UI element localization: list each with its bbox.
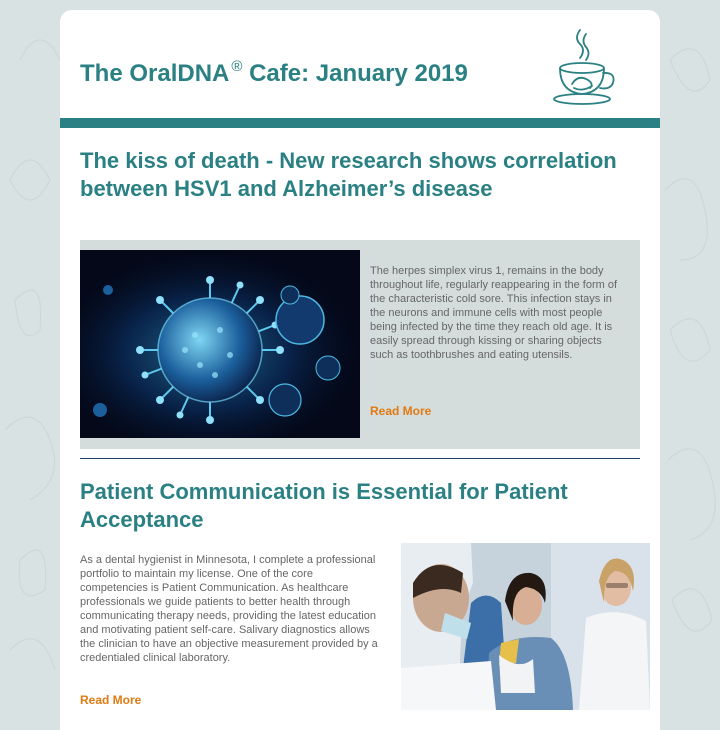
registered-mark: ® [231,58,243,75]
newsletter-header [60,10,660,118]
article-divider [80,458,640,459]
newsletter-title [80,60,468,88]
article-2-image[interactable] [401,543,650,710]
title-suffix: Cafe: January 2019 [242,60,468,87]
article-1-read-more-link[interactable]: Read More [370,404,432,418]
title-prefix: The OralDNA [80,60,230,87]
article-2-body: As a dental hygienist in Minnesota, I complete a professional portfolio to maintain my license. One of the core competencies is Patient Communication. As healthcare professionals we guide patients to better health through communicating therapy needs, providing the latest education and motivating patient self-care. Salivary diagnostics allows the clinician to have an objective measurement provided by a credentialed clinical laboratory. [80,554,378,664]
article-2-title[interactable]: Patient Communication is Essential for Patient Acceptance [80,479,568,532]
coffee-cup-icon [550,26,620,108]
article-1-title[interactable]: The kiss of death - New research shows correlation between HSV1 and Alzheimer’s disease [80,148,617,201]
article-2-read-more-link[interactable]: Read More [80,693,142,707]
article-1-image[interactable] [80,250,360,438]
header-divider-bar [60,118,660,128]
newsletter-card [60,10,660,730]
article-1-box [80,240,640,449]
article-1-body: The herpes simplex virus 1, remains in the body throughout life, regularly reappearing in the form of the characteristic cold sore. This infection stays in the neurons and immune cells with most people being infected by the time they reach old age. It is easily spread through kissing or sharing objects such as toothbrushes and eating utensils. [370,265,618,361]
